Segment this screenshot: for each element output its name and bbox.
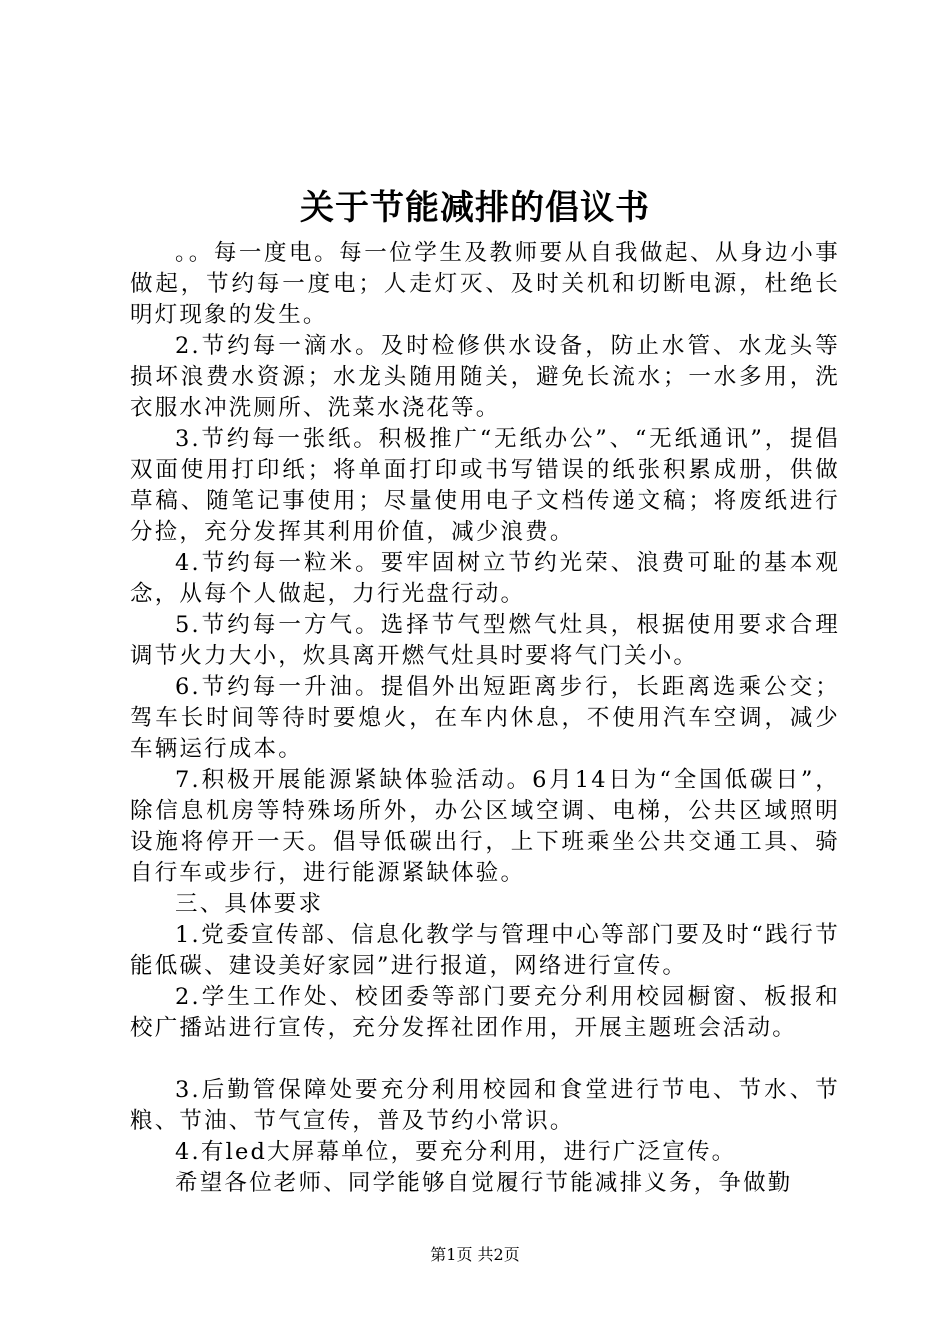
document-body — [130, 238, 840, 1199]
requirement-item-4: 4.有led大屏幕单位，要充分利用，进行广泛宣传。 — [175, 1139, 737, 1165]
paragraph-electricity: 。。每一度电。每一位学生及教师要从自我做起、从身边小事做起，节约每一度电；人走灯灭、及时关机和切断电源，杜绝长明灯现象的发生。 — [130, 240, 840, 328]
requirement-item-1: 1.党委宣传部、信息化教学与管理中心等部门要及时“践行节能低碳、建设美好家园”进行报道，网络进行宣传。 — [130, 922, 840, 979]
paragraph-paper: 3.节约每一张纸。积极推广“无纸办公”、“无纸通讯”，提倡双面使用打印纸；将单面打印或书写错误的纸张积累成册，供做草稿、随笔记事使用；尽量使用电子文档传递文稿；将废纸进行分捡，充分发挥其利用价值，减少浪费。 — [130, 426, 840, 545]
section-heading-requirements: 三、具体要求 — [175, 891, 324, 917]
requirement-item-2: 2.学生工作处、校团委等部门要充分利用校园橱窗、板报和校广播站进行宣传，充分发挥社团作用，开展主题班会活动。 — [130, 984, 840, 1041]
document-title: 关于节能减排的倡议书 — [300, 188, 650, 228]
paragraph-gas: 5.节约每一方气。选择节气型燃气灶具，根据使用要求合理调节火力大小，炊具离开燃气灶具时要将气门关小。 — [130, 612, 840, 669]
paragraph-low-carbon-day: 7.积极开展能源紧缺体验活动。6月14日为“全国低碳日”，除信息机房等特殊场所外，办公区域空调、电梯，公共区域照明设施将停开一天。倡导低碳出行，上下班乘坐公共交通工具、骑自行车或步行，进行能源紧缺体验。 — [130, 767, 840, 886]
requirement-item-3: 3.后勤管保障处要充分利用校园和食堂进行节电、节水、节粮、节油、节气宣传，普及节约小常识。 — [130, 1077, 840, 1134]
paragraph-rice: 4.节约每一粒米。要牢固树立节约光荣、浪费可耻的基本观念，从每个人做起，力行光盘行动。 — [130, 550, 840, 607]
page-footer: 第1页 共2页 — [430, 1245, 520, 1264]
paragraph-water: 2.节约每一滴水。及时检修供水设备，防止水管、水龙头等损坏浪费水资源；水龙头随用随关，避免长流水；一水多用，洗衣服水冲洗厕所、洗菜水浇花等。 — [130, 333, 840, 421]
paragraph-oil: 6.节约每一升油。提倡外出短距离步行，长距离选乘公交；驾车长时间等待时要熄火，在车内休息，不使用汽车空调，减少车辆运行成本。 — [130, 674, 840, 762]
closing-paragraph: 希望各位老师、同学能够自觉履行节能减排义务，争做勤 — [175, 1170, 793, 1196]
